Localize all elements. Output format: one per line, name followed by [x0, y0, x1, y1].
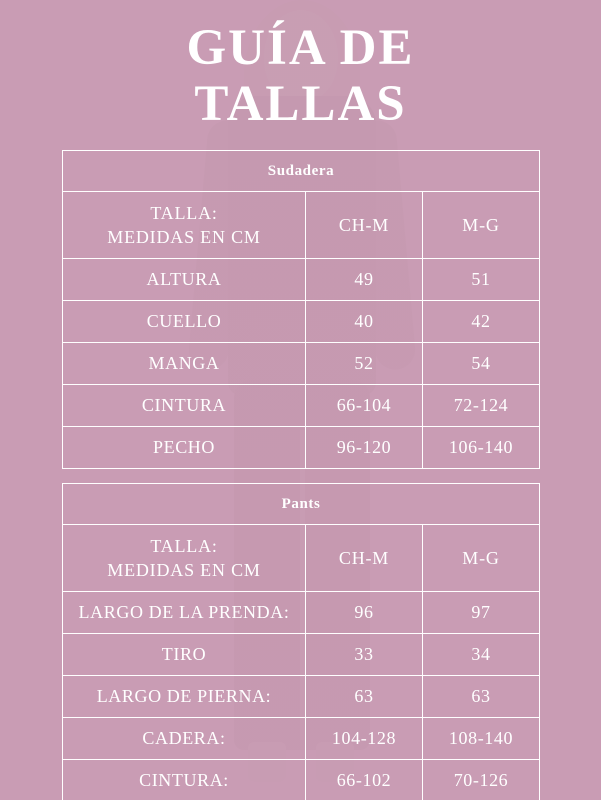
- table-row: [63, 259, 540, 301]
- header-measure-label-line1: TALLA:: [150, 536, 218, 556]
- table-pants: [62, 483, 540, 800]
- header-measure-label: [63, 525, 306, 592]
- row-label: CINTURA: [63, 385, 306, 427]
- table-row: [63, 634, 540, 676]
- row-value-mg: 108-140: [423, 718, 540, 760]
- table-row: [63, 592, 540, 634]
- page-title: [0, 0, 601, 132]
- row-value-mg: 97: [423, 592, 540, 634]
- row-value-mg: 42: [423, 301, 540, 343]
- row-value-chm: 40: [306, 301, 423, 343]
- row-value-chm: 49: [306, 259, 423, 301]
- header-measure-label-line1: TALLA:: [150, 203, 218, 223]
- table-row: [63, 343, 540, 385]
- table-caption: Pants: [63, 484, 540, 525]
- table-row: [63, 301, 540, 343]
- header-measure-label: [63, 192, 306, 259]
- table-row: [63, 385, 540, 427]
- table-caption: Sudadera: [63, 151, 540, 192]
- row-value-mg: 34: [423, 634, 540, 676]
- row-label: CADERA:: [63, 718, 306, 760]
- row-value-mg: 51: [423, 259, 540, 301]
- row-value-mg: 63: [423, 676, 540, 718]
- table-row: [63, 760, 540, 800]
- header-size-chm: CH-M: [306, 192, 423, 259]
- size-tables: [62, 150, 539, 800]
- header-measure-label-line2: MEDIDAS EN CM: [107, 227, 261, 247]
- row-label: CINTURA:: [63, 760, 306, 800]
- row-value-mg: 106-140: [423, 427, 540, 469]
- row-label: PECHO: [63, 427, 306, 469]
- row-label: LARGO DE LA PRENDA:: [63, 592, 306, 634]
- page-title-line-1: GUÍA DE: [186, 20, 415, 76]
- row-label: ALTURA: [63, 259, 306, 301]
- table-row: [63, 718, 540, 760]
- row-value-chm: 66-104: [306, 385, 423, 427]
- row-value-chm: 63: [306, 676, 423, 718]
- row-value-mg: 70-126: [423, 760, 540, 800]
- row-label: CUELLO: [63, 301, 306, 343]
- row-label: LARGO DE PIERNA:: [63, 676, 306, 718]
- row-label: MANGA: [63, 343, 306, 385]
- row-value-chm: 96: [306, 592, 423, 634]
- table-header-row: [63, 192, 540, 259]
- row-value-mg: 72-124: [423, 385, 540, 427]
- page-title-line-2: TALLAS: [194, 76, 407, 132]
- table-caption-row: [63, 151, 540, 192]
- table-row: [63, 676, 540, 718]
- row-value-chm: 33: [306, 634, 423, 676]
- row-value-chm: 52: [306, 343, 423, 385]
- table-caption-row: [63, 484, 540, 525]
- header-measure-label-line2: MEDIDAS EN CM: [107, 560, 261, 580]
- row-value-chm: 104-128: [306, 718, 423, 760]
- header-size-mg: M-G: [423, 525, 540, 592]
- table-sudadera: [62, 150, 540, 469]
- header-size-chm: CH-M: [306, 525, 423, 592]
- row-value-chm: 66-102: [306, 760, 423, 800]
- header-size-mg: M-G: [423, 192, 540, 259]
- row-value-mg: 54: [423, 343, 540, 385]
- table-row: [63, 427, 540, 469]
- table-header-row: [63, 525, 540, 592]
- row-value-chm: 96-120: [306, 427, 423, 469]
- row-label: TIRO: [63, 634, 306, 676]
